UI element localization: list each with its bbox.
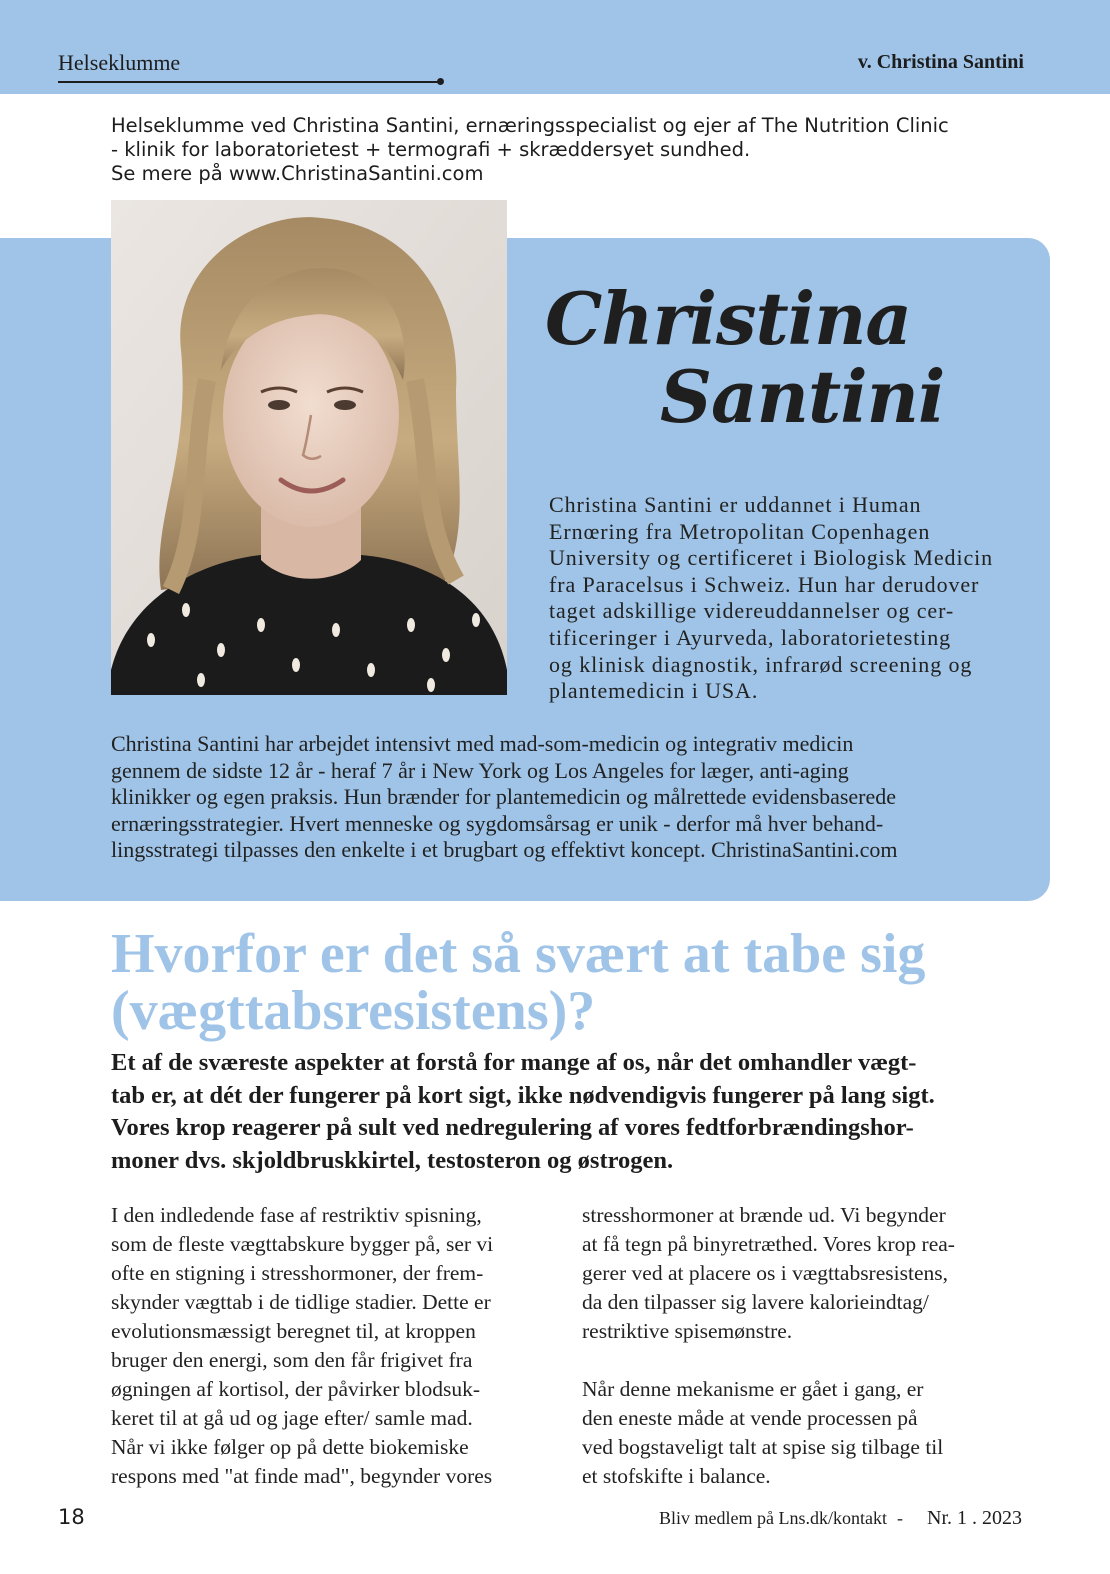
bio-summary: [549, 492, 1029, 705]
body-line: Når vi ikke følger op på dette biokemiske: [111, 1435, 469, 1459]
bio-line: University og certificeret i Biologisk Medicin: [549, 545, 994, 571]
footer-separator: -: [897, 1508, 903, 1528]
body-line: stresshormoner at brænde ud. Vi begynder: [582, 1203, 946, 1227]
author-name-first: Christina: [545, 276, 912, 361]
lead-line: Vores krop reagerer på sult ved nedregulering af vores fedtforbrændingshor-: [111, 1114, 914, 1141]
bio-line: plantemedicin i USA.: [549, 678, 759, 704]
footer-info: [659, 1507, 1022, 1530]
header-rule-dot: [437, 78, 444, 85]
byline: v. Christina Santini: [857, 51, 1024, 73]
headline-line: (vægttabsresistens)?: [111, 980, 596, 1042]
paragraph-gap: [582, 1346, 1027, 1375]
bio-line: Ernœring fra Metropolitan Copenhagen: [549, 518, 931, 544]
body-line: da den tilpasser sig lavere kalorieindtag/: [582, 1290, 929, 1314]
intro-line: - klinik for laboratorietest + termografi + skræddersyet sundhed.: [111, 138, 751, 161]
bio-line: ernæringsstrategier. Hvert menneske og sygdomsårsag er unik - derfor må hver behand-: [111, 810, 884, 836]
body-line: et stofskifte i balance.: [582, 1464, 771, 1488]
body-line: I den indledende fase af restriktiv spisning,: [111, 1203, 482, 1227]
bio-line: Christina Santini har arbejdet intensivt med mad-som-medicin og integrativ medicin: [111, 731, 854, 756]
body-line: keret til at gå ud og jage efter/ samle mad.: [111, 1406, 473, 1430]
body-line: gerer ved at placere os i vægttabsresistens,: [582, 1261, 948, 1285]
intro-text: [111, 114, 1011, 186]
bio-line: Christina Santini er uddannet i Human: [549, 492, 922, 517]
author-name-last: Santini: [660, 354, 945, 439]
bio-line: gennem de sidste 12 år - heraf 7 år i New York og Los Angeles for læger, anti-aging: [111, 757, 849, 783]
membership-link[interactable]: Bliv medlem på Lns.dk/kontakt: [659, 1508, 887, 1528]
lead-line: tab er, at dét der fungerer på kort sigt, ikke nødvendigvis fungerer på lang sigt.: [111, 1081, 935, 1109]
lead-line: moner dvs. skjoldbruskkirtel, testosteron og østrogen.: [111, 1146, 674, 1174]
bio-line: taget adskillige videreuddannelser og cer-: [549, 598, 955, 624]
headline-line: Hvorfor er det så svært at tabe sig: [111, 923, 926, 985]
bio-line: lingsstrategi tilpasses den enkelte i et brugbart og effektivt koncept. ChristinaSantini.com: [111, 837, 898, 863]
bio-line: tificeringer i Ayurveda, laboratorietesting: [549, 624, 951, 650]
body-column-left: [111, 1201, 556, 1491]
bio-line: og klinisk diagnostik, infrarød screening og: [549, 651, 973, 677]
body-line: Når denne mekanisme er gået i gang, er: [582, 1377, 924, 1401]
header-rule: [58, 81, 442, 83]
bio-line: fra Paracelsus i Schweiz. Hun har derudover: [549, 571, 980, 597]
bio-experience: [111, 731, 1031, 864]
bio-line: klinikker og egen praksis. Hun brænder for plantemedicin og målrettede evidensbaserede: [111, 784, 897, 810]
body-line: ofte en stigning i stresshormoner, der frem-: [111, 1261, 484, 1285]
lead-line: Et af de sværeste aspekter at forstå for mange af os, når det omhandler vægt-: [111, 1049, 917, 1076]
body-line: at få tegn på binyretræthed. Vores krop rea-: [582, 1232, 955, 1256]
header-band: [0, 0, 1110, 94]
article-lead: [111, 1047, 1026, 1177]
article-headline: [111, 923, 926, 1042]
body-line: bruger den energi, som den får frigivet fra: [111, 1348, 473, 1372]
intro-line: Se mere på www.ChristinaSantini.com: [111, 162, 484, 185]
body-line: restriktive spisemønstre.: [582, 1319, 793, 1343]
body-column-right: [582, 1201, 1027, 1491]
body-line: skynder vægttab i de tidlige stadier. Dette er: [111, 1290, 491, 1314]
body-line: den eneste måde at vende processen på: [582, 1406, 918, 1430]
author-photo: [111, 200, 507, 695]
issue-number: Nr. 1 . 2023: [927, 1507, 1022, 1529]
page-number: 18: [58, 1505, 85, 1529]
body-line: som de fleste vægttabskure bygger på, ser vi: [111, 1232, 494, 1256]
body-line: øgningen af kortisol, der påvirker blodsuk-: [111, 1377, 480, 1401]
body-line: evolutionsmæssigt beregnet til, at kroppen: [111, 1319, 476, 1343]
author-name-display: [545, 276, 945, 439]
section-title: Helseklumme: [58, 50, 181, 75]
body-line: respons med "at finde mad", begynder vores: [111, 1464, 493, 1488]
body-line: ved bogstaveligt talt at spise sig tilbage til: [582, 1435, 944, 1459]
intro-line: Helseklumme ved Christina Santini, ernæringsspecialist og ejer af The Nutrition Clinic: [111, 114, 949, 137]
